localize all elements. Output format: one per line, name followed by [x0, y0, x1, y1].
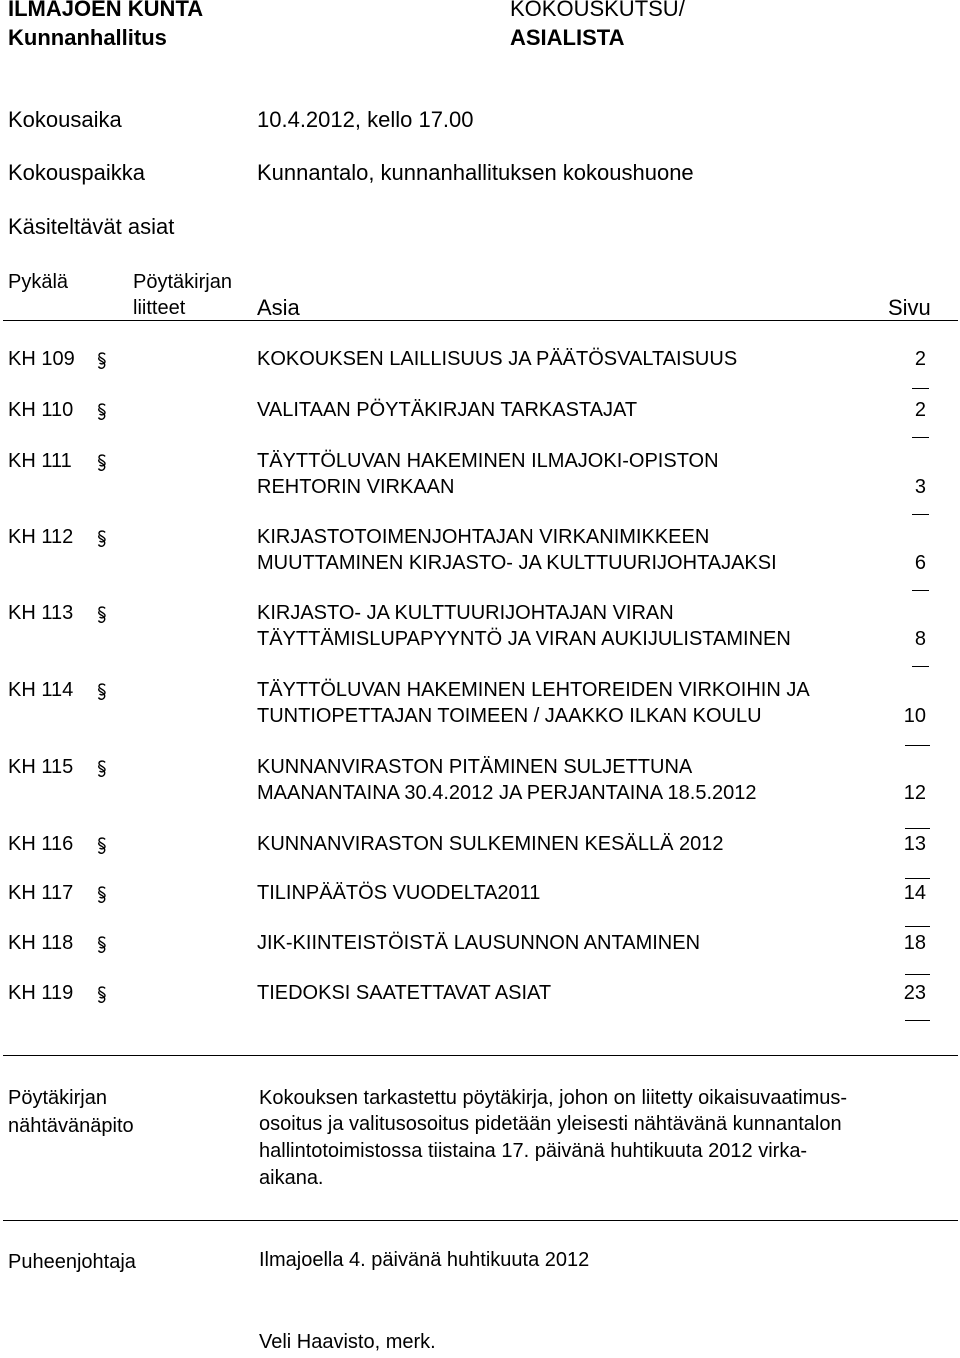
agenda-item-page: 14: [903, 882, 926, 904]
agenda-item-page: 2: [914, 399, 926, 421]
chairperson-label: Puheenjohtaja: [8, 1251, 136, 1273]
agenda-item-title: KOKOUKSEN LAILLISUUS JA PÄÄTÖSVALTAISUUS: [257, 348, 738, 370]
agenda-item-page: 18: [903, 932, 926, 954]
section-sign-icon: [96, 885, 108, 903]
document-type-line-1: KOKOUSKUTSU/: [510, 0, 685, 21]
agenda-item-page: 3: [914, 476, 926, 498]
agenda-item-page: 8: [914, 628, 926, 650]
page-number-underline: [905, 974, 930, 975]
agenda-item-title-continued: TÄYTTÄMISLUPAPYYNTÖ JA VIRAN AUKIJULISTAMINEN: [257, 628, 791, 650]
minutes-label-2: nähtävänäpito: [8, 1115, 134, 1137]
municipality-name: ILMAJOEN KUNTA: [8, 0, 204, 21]
minutes-bottom-divider: [3, 1220, 958, 1221]
meeting-place-label: Kokouspaikka: [8, 160, 145, 185]
section-sign-icon: [96, 935, 108, 953]
page-number-underline: [905, 745, 930, 746]
page-number-underline: [905, 828, 930, 829]
page-number-underline: [912, 666, 929, 667]
page-number-underline: [905, 926, 930, 927]
minutes-text-3: hallintotoimistossa tiistaina 17. päivänä huhtikuuta 2012 virka-: [259, 1140, 808, 1162]
agenda-item-title: TILINPÄÄTÖS VUODELTA2011: [257, 882, 541, 904]
agenda-item-section: KH 118: [8, 932, 74, 954]
agenda-item-title-continued: REHTORIN VIRKAAN: [257, 476, 455, 498]
page-number-underline: [912, 388, 929, 389]
agenda-item-page: 23: [903, 982, 926, 1004]
agenda-item-section: KH 113: [8, 602, 74, 624]
agenda-item-page: 12: [903, 782, 926, 804]
agenda-section-label: Käsiteltävät asiat: [8, 214, 175, 239]
meeting-time-value: 10.4.2012, kello 17.00: [257, 107, 474, 132]
minutes-text-4: aikana.: [259, 1167, 324, 1189]
section-sign-icon: [96, 351, 108, 369]
section-sign-icon: [96, 402, 108, 420]
section-sign-icon: [96, 453, 108, 471]
agenda-item-section: KH 112: [8, 526, 74, 548]
signatory-name: Veli Haavisto, merk.: [259, 1331, 436, 1353]
column-header-page: Sivu: [888, 295, 931, 320]
page-number-underline: [912, 514, 929, 515]
agenda-item-section: KH 116: [8, 833, 74, 855]
agenda-item-title: TÄYTTÖLUVAN HAKEMINEN ILMAJOKI-OPISTON: [257, 450, 719, 472]
agenda-bottom-divider: [3, 1055, 958, 1056]
agenda-item-title: KIRJASTO- JA KULTTUURIJOHTAJAN VIRAN: [257, 602, 674, 624]
governing-body: Kunnanhallitus: [8, 25, 167, 50]
meeting-place-value: Kunnantalo, kunnanhallituksen kokoushuone: [257, 160, 694, 185]
meeting-time-label: Kokousaika: [8, 107, 122, 132]
column-header-section: Pykälä: [8, 271, 69, 293]
page-number-underline: [912, 437, 929, 438]
column-header-attachments-1: Pöytäkirjan: [133, 271, 232, 293]
agenda-item-title-continued: MAANANTAINA 30.4.2012 JA PERJANTAINA 18.5.2012: [257, 782, 757, 804]
page-number-underline: [905, 878, 930, 879]
agenda-item-title: TÄYTTÖLUVAN HAKEMINEN LEHTOREIDEN VIRKOIHIN JA: [257, 679, 810, 701]
agenda-item-section: KH 110: [8, 399, 74, 421]
section-sign-icon: [96, 759, 108, 777]
agenda-item-section: KH 109: [8, 348, 75, 370]
agenda-item-title: KIRJASTOTOIMENJOHTAJAN VIRKANIMIKKEEN: [257, 526, 710, 548]
agenda-item-page: 10: [903, 705, 926, 727]
section-sign-icon: [96, 836, 108, 854]
signature-place-date: Ilmajoella 4. päivänä huhtikuuta 2012: [259, 1249, 590, 1271]
section-sign-icon: [96, 605, 108, 623]
agenda-item-page: 6: [914, 552, 926, 574]
header-divider: [3, 320, 958, 321]
agenda-item-title-continued: MUUTTAMINEN KIRJASTO- JA KULTTUURIJOHTAJAKSI: [257, 552, 777, 574]
section-sign-icon: [96, 529, 108, 547]
agenda-item-title: KUNNANVIRASTON PITÄMINEN SULJETTUNA: [257, 756, 693, 778]
agenda-item-page: 2: [914, 348, 926, 370]
section-sign-icon: [96, 682, 108, 700]
agenda-item-section: KH 114: [8, 679, 74, 701]
section-sign-icon: [96, 985, 108, 1003]
document-type-line-2: ASIALISTA: [510, 25, 625, 50]
agenda-item-title: JIK-KIINTEISTÖISTÄ LAUSUNNON ANTAMINEN: [257, 932, 701, 954]
agenda-item-title: VALITAAN PÖYTÄKIRJAN TARKASTAJAT: [257, 399, 638, 421]
minutes-text-1: Kokouksen tarkastettu pöytäkirja, johon on liitetty oikaisuvaatimus-: [259, 1087, 848, 1109]
page-number-underline: [912, 590, 929, 591]
column-header-subject: Asia: [257, 295, 300, 320]
agenda-item-title-continued: TUNTIOPETTAJAN TOIMEEN / JAAKKO ILKAN KOULU: [257, 705, 762, 727]
minutes-label-1: Pöytäkirjan: [8, 1087, 107, 1109]
page-number-underline: [905, 1020, 930, 1021]
minutes-text-2: osoitus ja valitusosoitus pidetään yleisesti nähtävänä kunnantalon: [259, 1113, 842, 1135]
column-header-attachments-2: liitteet: [133, 297, 186, 319]
agenda-item-title: KUNNANVIRASTON SULKEMINEN KESÄLLÄ 2012: [257, 833, 724, 855]
agenda-item-page: 13: [903, 833, 926, 855]
agenda-item-section: KH 111: [8, 450, 72, 472]
agenda-item-section: KH 117: [8, 882, 74, 904]
agenda-item-section: KH 119: [8, 982, 74, 1004]
agenda-item-title: TIEDOKSI SAATETTAVAT ASIAT: [257, 982, 552, 1004]
agenda-item-section: KH 115: [8, 756, 74, 778]
